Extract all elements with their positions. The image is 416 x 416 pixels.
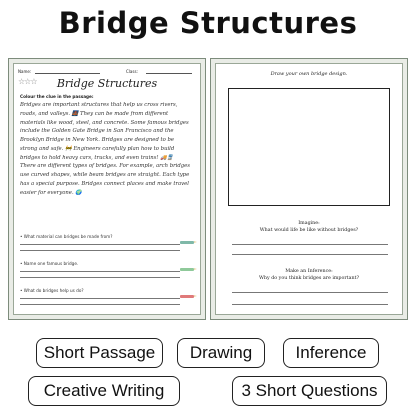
question-text: • What material can bridges be made from? — [20, 234, 113, 239]
answer-line[interactable] — [232, 254, 388, 255]
passage-line: use curved shapes, while beam bridges are straight. Each type — [20, 172, 190, 178]
worksheet-page-reading — [8, 58, 206, 320]
imagine-question: What would life be like without bridges? — [259, 227, 359, 233]
imagine-heading: Imagine: — [298, 221, 320, 226]
activity-sheet — [215, 63, 403, 315]
tag-drawing: Drawing — [177, 338, 265, 368]
passage-instruction: Colour the clue in the passage: — [20, 94, 94, 99]
class-line — [146, 73, 192, 74]
worksheet-sheet — [13, 63, 201, 315]
worksheet-page-activity — [210, 58, 408, 320]
inference-heading: Make an Inference: — [285, 269, 333, 274]
pencil-icon — [180, 295, 194, 298]
pencil-icon — [180, 241, 194, 244]
inference-question: Why do you think bridges are important? — [258, 275, 360, 281]
passage-line: Bridges are important structures that help us cross rivers, — [20, 102, 178, 108]
passage-line: has a special purpose. Bridges connect places and make travel — [20, 180, 189, 187]
question-text: • What do bridges help us do? — [20, 288, 84, 293]
name-class-row — [18, 69, 196, 77]
tag-short-passage: Short Passage — [36, 338, 163, 368]
passage-line: strong and safe. 🚧 Engineers carefully plan how to build — [20, 145, 175, 152]
inference-prompt — [216, 269, 402, 282]
passage-line: materials like wood, steel, and concrete. Some famous bridges — [20, 119, 189, 126]
tag-3-short-questions: 3 Short Questions — [232, 376, 387, 406]
passage-line: Brooklyn Bridge in New York. Bridges are designed to be — [20, 137, 175, 143]
drawing-instruction: Draw your own bridge design. — [270, 71, 348, 77]
reading-passage — [20, 101, 195, 197]
imagine-prompt — [216, 221, 402, 234]
question-1 — [20, 234, 180, 251]
tag-creative-writing: Creative Writing — [28, 376, 180, 406]
answer-line[interactable] — [232, 292, 388, 293]
tag-inference: Inference — [283, 338, 379, 368]
drawing-box[interactable] — [228, 88, 390, 206]
question-3 — [20, 288, 180, 305]
question-text: • Name one famous bridge. — [20, 261, 79, 266]
passage-line: There are different types of bridges. For example, arch bridges — [20, 163, 190, 170]
answer-line[interactable] — [232, 304, 388, 305]
passage-line: include the Golden Gate Bridge in San Francisco and the — [20, 128, 174, 135]
pencil-icon — [180, 268, 194, 271]
name-line — [35, 73, 100, 74]
name-label: Name: — [18, 69, 32, 74]
class-label: Class: — [126, 69, 138, 74]
passage-line: bridges to hold heavy cars, trucks, and even trains! 🚚🚆 — [20, 154, 174, 161]
question-2 — [20, 261, 180, 278]
answer-line[interactable] — [20, 299, 180, 305]
rating-stars-icon: ☆☆☆ — [18, 77, 37, 86]
answer-line[interactable] — [232, 244, 388, 245]
worksheet-title: Bridge Structures — [56, 77, 158, 90]
passage-line: roads, and valleys. 🌉 They can be made from different — [20, 110, 169, 117]
answer-line[interactable] — [20, 272, 180, 278]
product-title: Bridge Structures — [58, 6, 358, 40]
passage-line: easier for everyone. 🌍 — [20, 189, 82, 196]
answer-line[interactable] — [20, 245, 180, 251]
